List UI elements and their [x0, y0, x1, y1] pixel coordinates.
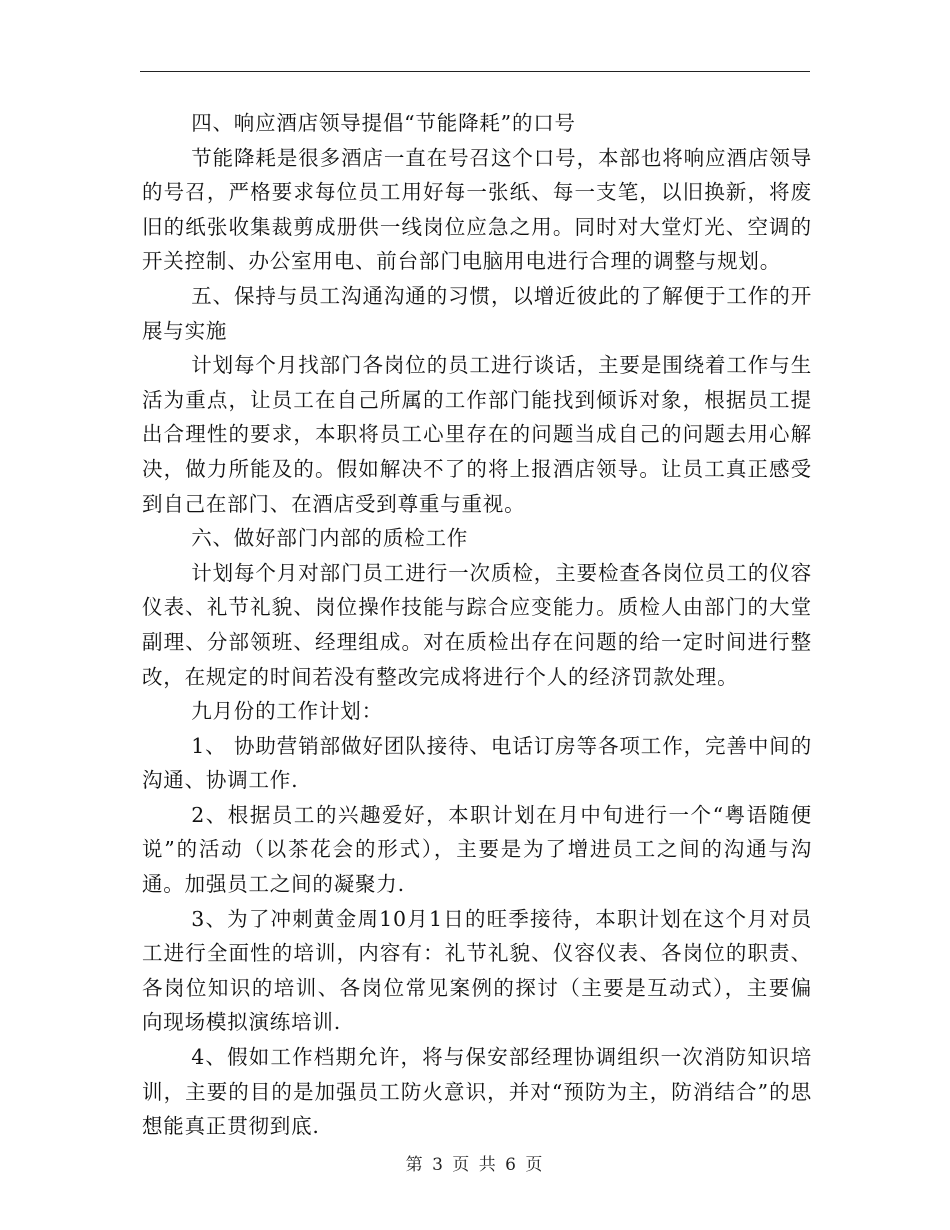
page-number-footer: 第 3 页 共 6 页 [405, 1155, 545, 1175]
section-heading-staff-communication: 五、保持与员工沟通沟通的习惯，以增近彼此的了解便于工作的开展与实施 [142, 283, 812, 343]
section-heading-quality-inspection: 六、做好部门内部的质检工作 [191, 526, 469, 551]
list-item-plan-3: 3、为了冲刺黄金周10月1日的旺季接待，本职计划在这个月对员工进行全面性的培训，内容有：礼节礼貌、仪容仪表、各岗位的职责、各岗位知识的培训、各岗位常见案例的探讨（主要是互动式），主要偏向现场模拟演练培训. [142, 906, 812, 1035]
header-rule [140, 71, 810, 72]
paragraph-quality-inspection: 计划每个月对部门员工进行一次质检，主要检查各岗位员工的仪容仪表、礼节礼貌、岗位操作技能与踪合应变能力。质检人由部门的大堂副理、分部领班、经理组成。对在质检出存在问题的给一定时间进行整改，在规定的时间若没有整改完成将进行个人的经济罚款处理。 [142, 560, 812, 689]
list-item-plan-4: 4、假如工作档期允许，将与保安部经理协调组织一次消防知识培训，主要的目的是加强员工防火意识，并对“预防为主，防消结合”的思想能真正贯彻到底. [142, 1045, 812, 1139]
paragraph-staff-communication: 计划每个月找部门各岗位的员工进行谈话，主要是围绕着工作与生活为重点，让员工在自己所属的工作部门能找到倾诉对象，根据员工提出合理性的要求，本职将员工心里存在的问题当成自己的问题去用心解决，做力所能及的。假如解决不了的将上报酒店领导。让员工真正感受到自己在部门、在酒店受到尊重与重视。 [142, 353, 812, 516]
section-heading-energy-saving: 四、响应酒店领导提倡“节能降耗”的口号 [191, 111, 576, 135]
list-item-plan-2: 2、根据员工的兴趣爱好，本职计划在月中旬进行一个“粤语随便说”的活动（以茶花会的形式），主要是为了增进员工之间的沟通与沟通。加强员工之间的凝聚力. [142, 802, 812, 897]
document-body [142, 106, 812, 1144]
section-heading-september-plan: 九月份的工作计划： [191, 699, 383, 724]
list-item-plan-1: 1、 协助营销部做好团队接待、电话订房等各项工作，完善中间的沟通、协调工作. [142, 733, 812, 793]
paragraph-energy-saving: 节能降耗是很多酒店一直在号召这个口号，本部也将响应酒店领导的号召，严格要求每位员工用好每一张纸、每一支笔，以旧换新，将废旧的纸张收集裁剪成册供一线岗位应急之用。同时对大堂灯光、空调的开关控制、办公室用电、前台部门电脑用电进行合理的调整与规划。 [142, 145, 812, 274]
